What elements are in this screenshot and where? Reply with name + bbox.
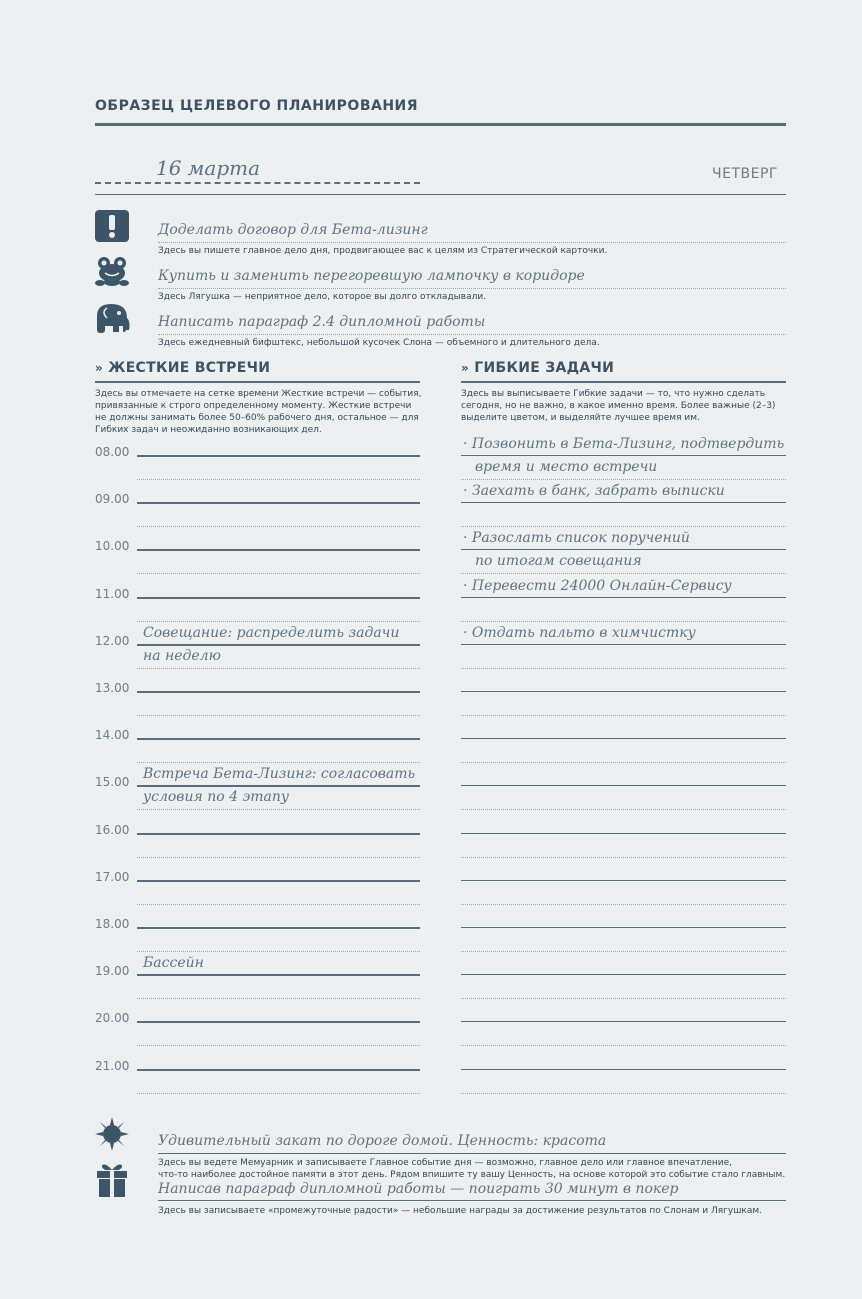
time-label: 12.00 bbox=[95, 633, 130, 648]
memorial-note: Здесь вы ведете Мемуарник и записываете Главное событие дня — возможно, главное дело или главное впечатление, bbox=[158, 1158, 733, 1168]
time-label: 09.00 bbox=[95, 492, 130, 507]
priority-note: Здесь вы пишете главное дело дня, продвигающее вас к целям из Стратегической карточки. bbox=[158, 246, 608, 256]
time-label: 19.00 bbox=[95, 964, 130, 979]
task-dotline bbox=[461, 668, 786, 669]
slot-line bbox=[137, 597, 420, 599]
slot-dotline bbox=[137, 762, 420, 763]
time-slot[interactable] bbox=[95, 681, 420, 728]
chevron-right-icon: » bbox=[461, 361, 470, 375]
flexible-tasks-description bbox=[461, 388, 775, 424]
description-line: Гибких задач и неожиданно возникающих дел. bbox=[95, 425, 322, 435]
task-row[interactable] bbox=[461, 624, 786, 681]
task-row[interactable] bbox=[461, 1059, 786, 1106]
task-row[interactable] bbox=[461, 964, 786, 1011]
meeting-text: условия по 4 этапу bbox=[143, 789, 290, 806]
priority-dotline bbox=[158, 288, 786, 289]
task-line bbox=[461, 927, 786, 928]
slot-dotline bbox=[137, 951, 420, 952]
time-slot[interactable] bbox=[95, 766, 420, 822]
slot-line bbox=[137, 644, 420, 646]
elephant-icon bbox=[95, 302, 131, 334]
slot-line bbox=[137, 502, 420, 504]
task-dotline bbox=[461, 1045, 786, 1046]
priority-handwritten: Написать параграф 2.4 дипломной работы bbox=[158, 314, 486, 330]
task-dotline bbox=[461, 762, 786, 763]
task-text: · Отдать пальто в химчистку bbox=[463, 624, 696, 641]
slot-line bbox=[137, 549, 420, 551]
task-line bbox=[461, 738, 786, 739]
slot-line bbox=[137, 455, 420, 457]
task-text: · Перевести 24000 Онлайн-Сервису bbox=[463, 577, 732, 594]
time-slot[interactable] bbox=[95, 492, 420, 539]
priority-handwritten: Купить и заменить перегоревшую лампочку в коридоре bbox=[158, 268, 585, 284]
task-dotline bbox=[461, 809, 786, 810]
date-value: 16 марта bbox=[156, 156, 261, 180]
task-line bbox=[461, 974, 786, 975]
time-slot[interactable] bbox=[95, 445, 420, 492]
time-slot[interactable] bbox=[95, 624, 420, 681]
task-line bbox=[461, 691, 786, 692]
description-line: сегодня, но не важно, в какое именно время. Более важные (2–3) bbox=[461, 401, 776, 411]
exclamation-icon bbox=[95, 210, 129, 242]
slot-line bbox=[137, 974, 420, 976]
priority-dotline bbox=[158, 334, 786, 335]
meeting-text: Бассейн bbox=[143, 955, 204, 972]
task-text: время и место встречи bbox=[475, 459, 658, 475]
meeting-text: Совещание: распределить задачи bbox=[143, 624, 400, 641]
weekday: ЧЕТВЕРГ bbox=[712, 166, 778, 182]
slot-dotline bbox=[137, 526, 420, 527]
priority-handwritten: Доделать договор для Бета-лизинг bbox=[158, 222, 428, 238]
description-line: Здесь вы отмечаете на сетке времени Жесткие встречи — события, bbox=[95, 389, 422, 399]
priority-note: Здесь ежедневный бифштекс, небольшой кусочек Слона — объемного и длительного дела. bbox=[158, 338, 600, 348]
time-slot[interactable] bbox=[95, 1011, 420, 1058]
time-label: 15.00 bbox=[95, 775, 130, 790]
task-dotline bbox=[461, 904, 786, 905]
hard-meetings-description bbox=[95, 388, 422, 436]
task-dotline bbox=[461, 857, 786, 858]
hard-meetings-rule bbox=[95, 381, 420, 383]
header-rule bbox=[95, 194, 786, 195]
meeting-text: на неделю bbox=[143, 647, 221, 664]
task-row[interactable] bbox=[461, 870, 786, 917]
time-slot[interactable] bbox=[95, 870, 420, 917]
time-slot[interactable] bbox=[95, 539, 420, 586]
slot-dotline bbox=[137, 479, 420, 480]
slot-dotline bbox=[137, 573, 420, 574]
priority-note: Здесь Лягушка — неприятное дело, которое вы долго откладывали. bbox=[158, 292, 487, 302]
time-label: 14.00 bbox=[95, 728, 130, 743]
reward-text: Написав параграф дипломной работы — поиграть 30 минут в покер bbox=[158, 1181, 679, 1197]
task-line bbox=[461, 549, 786, 550]
time-label: 11.00 bbox=[95, 586, 130, 601]
task-line bbox=[461, 1021, 786, 1022]
slot-dotline bbox=[137, 621, 420, 622]
task-dotline bbox=[461, 715, 786, 716]
description-line: выделите цветом, и выделяйте лучшее время им. bbox=[461, 413, 700, 423]
task-line bbox=[461, 502, 786, 503]
task-line bbox=[461, 785, 786, 786]
task-text: по итогам совещания bbox=[475, 553, 642, 570]
slot-line bbox=[137, 691, 420, 693]
time-label: 20.00 bbox=[95, 1011, 130, 1026]
task-line bbox=[461, 833, 786, 834]
reward-note: Здесь вы записываете «промежуточные радости» — небольшие награды за достижение результатов по Слонам и Лягушкам. bbox=[158, 1206, 763, 1216]
task-text: · Позвонить в Бета-Лизинг, подтвердить bbox=[463, 436, 785, 452]
title-underline bbox=[95, 123, 786, 126]
memorial-note: что-то наиболее достойное памяти в этот день. Рядом впишите ту вашу Ценность, на основе которой это событие стало главным. bbox=[158, 1170, 786, 1180]
slot-dotline bbox=[137, 998, 420, 999]
task-line bbox=[461, 1069, 786, 1070]
priority-dotline bbox=[158, 242, 786, 243]
task-row[interactable] bbox=[461, 823, 786, 870]
task-text: · Разослать список поручений bbox=[463, 530, 690, 547]
time-label: 16.00 bbox=[95, 822, 130, 837]
task-dotline bbox=[461, 951, 786, 952]
task-dotline bbox=[461, 526, 786, 527]
task-line bbox=[461, 455, 786, 456]
task-row[interactable] bbox=[461, 681, 786, 728]
slot-dotline bbox=[137, 1093, 420, 1094]
task-dotline bbox=[461, 1093, 786, 1094]
description-line: привязанные к строго определенному моменту. Жесткие встречи bbox=[95, 401, 412, 411]
slot-line bbox=[137, 738, 420, 740]
meeting-text: Встреча Бета-Лизинг: согласовать bbox=[143, 766, 416, 783]
reward-rule bbox=[158, 1200, 786, 1201]
slot-dotline bbox=[137, 809, 420, 810]
page-title: ОБРАЗЕЦ ЦЕЛЕВОГО ПЛАНИРОВАНИЯ bbox=[95, 98, 419, 114]
slot-line bbox=[137, 1069, 420, 1071]
memorial-text: Удивительный закат по дороге домой. Ценность: красота bbox=[158, 1133, 607, 1149]
slot-dotline bbox=[137, 668, 420, 669]
slot-dotline bbox=[137, 857, 420, 858]
task-row[interactable] bbox=[461, 917, 786, 964]
sun-icon bbox=[95, 1117, 129, 1151]
description-line: Здесь вы выписываете Гибкие задачи — то, что нужно сделать bbox=[461, 389, 766, 399]
task-row[interactable] bbox=[461, 728, 786, 775]
slot-line bbox=[137, 833, 420, 835]
task-dotline bbox=[461, 621, 786, 622]
time-label: 08.00 bbox=[95, 445, 130, 459]
time-label: 10.00 bbox=[95, 539, 130, 554]
gift-icon bbox=[96, 1160, 128, 1198]
task-dotline bbox=[461, 573, 786, 574]
task-dotline bbox=[461, 998, 786, 999]
time-label: 13.00 bbox=[95, 681, 130, 695]
task-line bbox=[461, 597, 786, 598]
slot-dotline bbox=[137, 715, 420, 716]
date-underline bbox=[95, 182, 420, 184]
task-line bbox=[461, 880, 786, 881]
task-dotline bbox=[461, 479, 786, 480]
time-slot[interactable] bbox=[95, 823, 420, 870]
memorial-rule bbox=[158, 1153, 786, 1154]
task-line bbox=[461, 644, 786, 645]
time-label: 18.00 bbox=[95, 917, 130, 931]
task-row[interactable] bbox=[461, 1011, 786, 1058]
description-line: не должны занимать более 50–60% рабочего дня, остальное — для bbox=[95, 413, 419, 423]
time-slot[interactable] bbox=[95, 955, 420, 1011]
time-slot[interactable] bbox=[95, 1059, 420, 1106]
slot-dotline bbox=[137, 904, 420, 905]
slot-line bbox=[137, 1021, 420, 1023]
chevron-right-icon: » bbox=[95, 361, 104, 375]
time-label: 17.00 bbox=[95, 869, 130, 884]
flexible-tasks-rule bbox=[461, 381, 786, 383]
slot-dotline bbox=[137, 1045, 420, 1046]
task-row[interactable] bbox=[461, 775, 786, 822]
flexible-tasks-title bbox=[461, 360, 614, 376]
hard-meetings-title-text: ЖЕСТКИЕ ВСТРЕЧИ bbox=[108, 360, 271, 376]
slot-line bbox=[137, 880, 420, 882]
time-label: 21.00 bbox=[95, 1058, 130, 1073]
slot-line bbox=[137, 785, 420, 787]
task-text: · Заехать в банк, забрать выписки bbox=[463, 483, 725, 500]
slot-line bbox=[137, 927, 420, 929]
hard-meetings-title bbox=[95, 360, 270, 376]
flexible-tasks-title-text: ГИБКИЕ ЗАДАЧИ bbox=[474, 360, 615, 376]
frog-icon bbox=[95, 256, 129, 288]
